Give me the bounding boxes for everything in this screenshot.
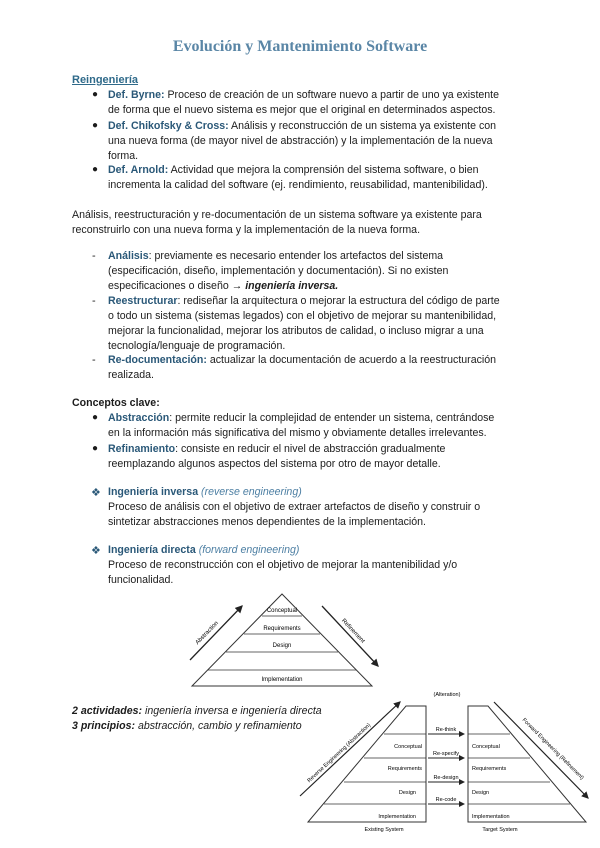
bullet-dot: ● (92, 443, 99, 454)
left-level-requirements: Requirements (387, 766, 422, 772)
level-requirements: Requirements (263, 626, 301, 632)
bullet-dot: ● (92, 89, 99, 100)
bullet-dot: ● (92, 412, 99, 423)
left-level-design: Design (398, 790, 416, 796)
abstraction-label: Abstraction (194, 620, 220, 647)
step-analisis: Análisis: previamente es necesario entender los artefactos del sistema (especificación, diseño, implementación y documentación). Si no existen especificaciones o diseño → ingeniería inversa. (108, 250, 449, 292)
alteration-label: (Alteration) (433, 692, 461, 698)
right-level-implementation: Implementation (472, 814, 510, 820)
def-arnold: Def. Arnold: Actividad que mejora la comprensión del sistema software, o bien incrementa la calidad del software (ej. rendimiento, reusabilidad, mantenibilidad). (108, 164, 488, 191)
forward-engineering-label: Forward Engineering (Refinement) (520, 717, 585, 782)
level-design: Design (272, 643, 292, 649)
target-system-caption: Target System (482, 827, 518, 833)
refinement-arrow (322, 606, 378, 666)
dash-marker: - (92, 354, 96, 366)
refinement-label: Refinement (340, 618, 366, 645)
recode-label: Re-code (435, 797, 457, 803)
diamond-bullet-icon: ❖ (91, 545, 101, 557)
diamond-bullet-icon: ❖ (91, 487, 101, 499)
dash-marker: - (92, 295, 96, 307)
left-level-conceptual: Conceptual (394, 744, 422, 750)
abstraction-refinement-diagram (180, 590, 385, 690)
page-title: Evolución y Mantenimiento Software (172, 38, 428, 55)
concept-refinamiento: Refinamiento: consiste en reducir el nivel de abstracción gradualmente reemplazando algunos aspectos del sistema por otro de mayor detalle. (108, 443, 446, 470)
section-heading-reingenieria: Reingeniería (72, 74, 139, 86)
right-level-conceptual: Conceptual (472, 744, 500, 750)
rethink-label: Re-think (435, 727, 457, 733)
dash-marker: - (92, 250, 96, 262)
concept-abstraccion: Abstracción: permite reducir la complejidad de entender un sistema, centrándose en la información más significativa del mismo y obviamente detalles irrelevantes. (108, 412, 495, 439)
step-reestructurar: Reestructurar: rediseñar la arquitectura o mejorar la estructura del código de parte o todo un sistema (sistemas legados) con el objetivo de mejorar su mantenibilidad, mejorar la funcionalidad, mejorar los atributos de calidad, o incluso migrar a una tecnología/lenguaje de programación. (108, 295, 500, 352)
level-conceptual: Conceptual (266, 608, 298, 614)
redesign-label: Re-design (433, 775, 459, 781)
summary-actividades: 2 actividades: ingeniería inversa e ingeniería directa 3 principios: abstracción, cambio y refinamiento (72, 705, 322, 732)
bullet-dot: ● (92, 120, 99, 131)
left-level-implementation: Implementation (378, 814, 416, 820)
right-level-design: Design (472, 790, 490, 796)
step-redocumentacion: Re-documentación: actualizar la documentación de acuerdo a la reestructuración realizada. (108, 354, 497, 381)
def-chikofsky: Def. Chikofsky & Cross: Análisis y reconstrucción de un sistema ya existente con una nueva forma (de mayor nivel de abstracción) y la implementación de la nueva forma. (108, 120, 497, 162)
bullet-dot: ● (92, 164, 99, 175)
reengineering-process-diagram (288, 688, 593, 838)
conceptos-heading: Conceptos clave: (72, 397, 160, 409)
ingenieria-inversa: Ingeniería inversa (reverse engineering) Proceso de análisis con el objetivo de extraer artefactos de diseño y construir o sintetizar abstracciones menos dependientes de la implementación. (108, 486, 481, 528)
existing-system-caption: Existing System (364, 827, 404, 833)
respecify-label: Re-specify (433, 751, 459, 757)
level-implementation: Implementation (261, 677, 303, 683)
forward-engineering-arrow (494, 702, 588, 798)
summary-paragraph: Análisis, reestructuración y re-documentación de un sistema software ya existente para reconstruirlo con una nueva forma y la implementación de la nueva forma. (72, 209, 482, 236)
ingenieria-directa: Ingeniería directa (forward engineering) Proceso de reconstrucción con el objetivo de mejorar la mantenibilidad y/o funcionalidad. (108, 544, 458, 586)
def-byrne: Def. Byrne: Proceso de creación de un software nuevo a partir de uno ya existente de forma que el nuevo sistema es mejor que el original en determinados aspectos. (108, 89, 500, 116)
reverse-engineering-label: Reverse Engineering (Abstraction) (306, 722, 373, 785)
right-level-requirements: Requirements (472, 766, 507, 772)
